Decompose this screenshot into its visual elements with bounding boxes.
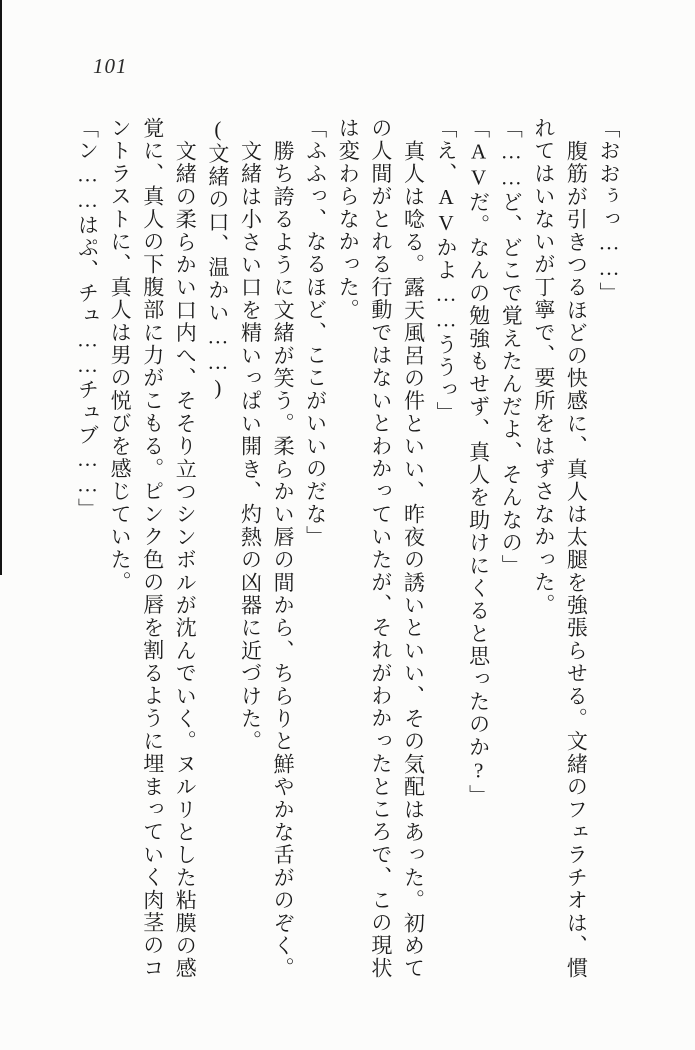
page-edge-artifact: [0, 0, 2, 575]
text-line: 勝ち誇るように文緒が笑う。柔らかい唇の間から、ちらりと鮮やかな舌がのぞく。: [271, 139, 296, 980]
text-line: 「ふふっ、なるほど、ここがいいのだな」: [303, 117, 328, 549]
text-line: は変わらなかった。: [336, 117, 361, 322]
text-line: 真人は唸る。露天風呂の件といい、昨夜の誘いといい、その気配はあった。初めて: [401, 139, 426, 980]
text-line: 文緒は小さい口を精いっぱい開き、灼熱の凶器に近づけた。: [238, 139, 263, 753]
text-line: 「え、AVかよ……ううっ」: [434, 117, 459, 425]
text-line: 「おおぅっ……」: [597, 117, 621, 305]
text-line: 「AVだ。なんの勉強もせず、真人を助けにくると思ったのか?」: [466, 117, 491, 807]
text-line: れてはいないが丁寧で、要所をはずさなかった。: [531, 117, 556, 617]
text-line: (文緒の口、温かい……): [205, 117, 230, 402]
text-line: 「ン……はぷ、チュ……チュブ……」: [75, 117, 100, 521]
page-number: 101: [93, 54, 128, 78]
text-line: 腹筋が引きつるほどの快感に、真人は太腿を強張らせる。文緒のフェラチオは、慣: [564, 139, 589, 980]
text-line: 文緒の柔らかい口内へ、そそり立つシンボルが沈んでいく。ヌルリとした粘膜の感: [173, 139, 198, 980]
text-block: [67, 117, 625, 1007]
text-line: 「……ど、どこで覚えたんだよ、そんなの」: [499, 117, 524, 577]
text-line: 覚に、真人の下腹部に力がこもる。ピンク色の唇を割るように埋まっていく肉茎のコ: [140, 117, 165, 980]
text-line: ントラストに、真人は男の悦びを感じていた。: [108, 117, 133, 594]
text-line: の人間がとれる行動ではないとわかっていたが、それがわかったところで、この現状: [368, 117, 393, 980]
